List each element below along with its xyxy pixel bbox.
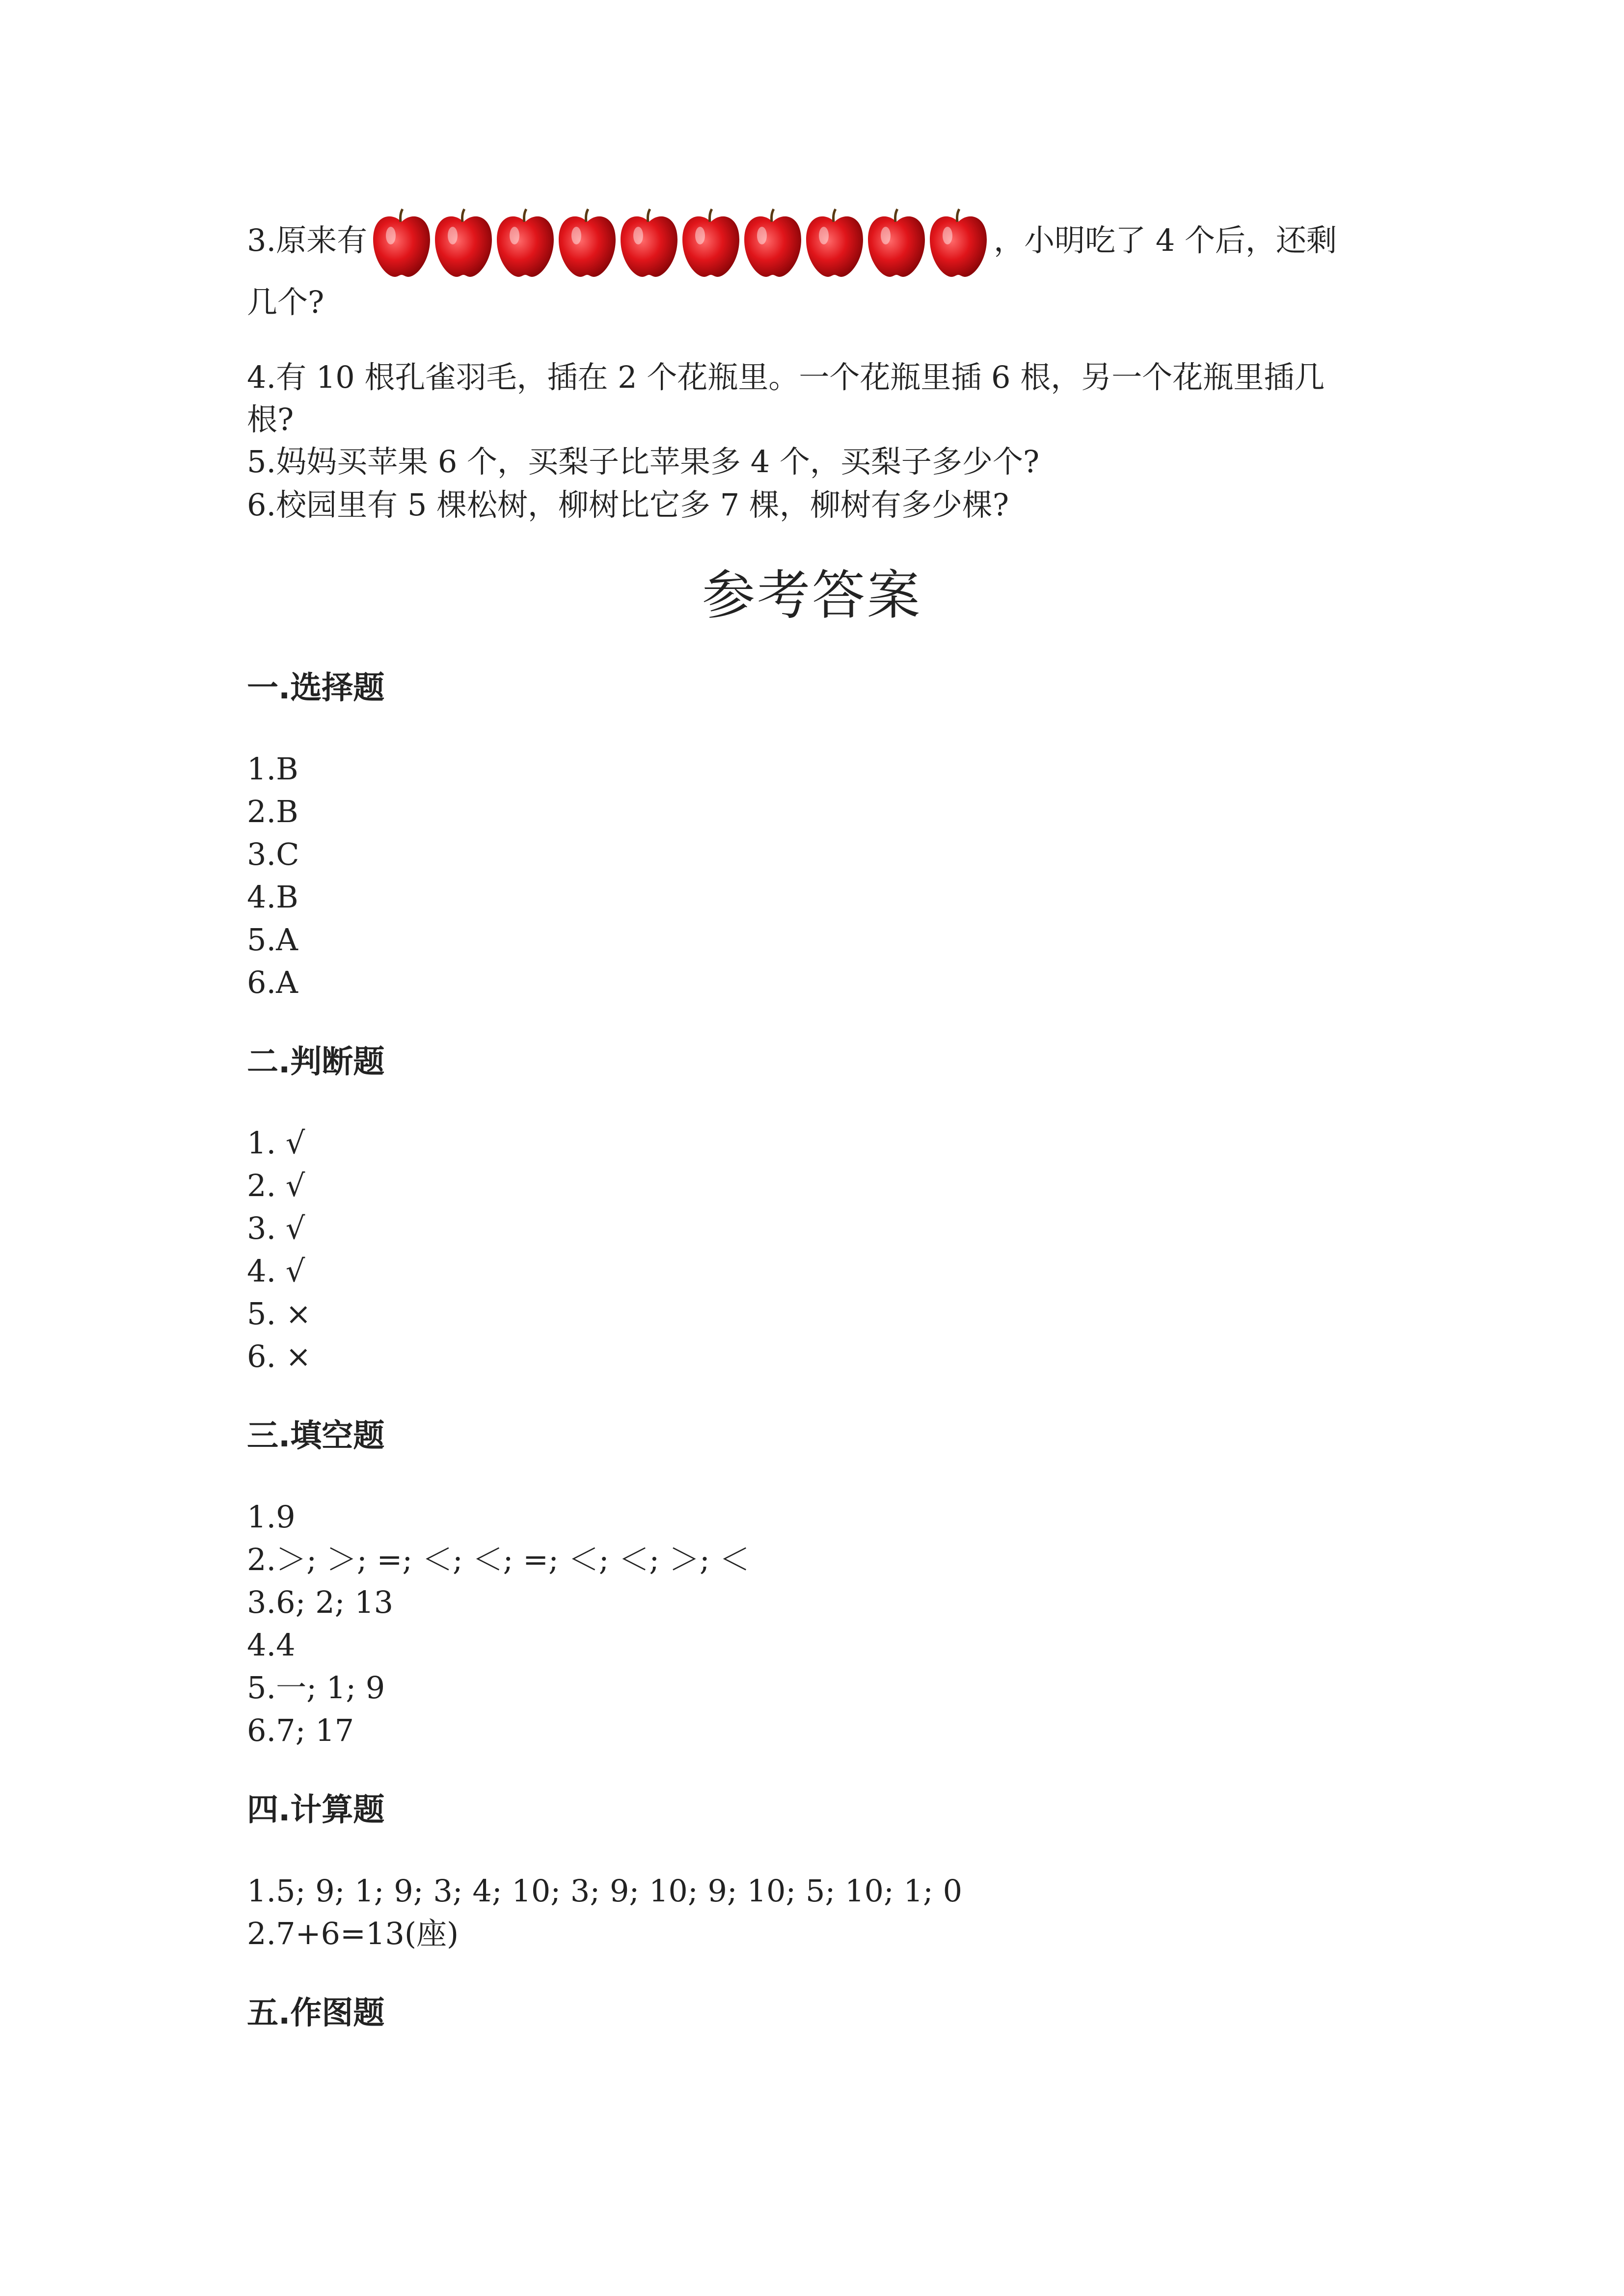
answer-item: 5.一; 1; 9 bbox=[247, 1670, 385, 1706]
section-heading-fill-blank: 三.填空题 bbox=[247, 1418, 385, 1454]
apple-icon bbox=[433, 201, 494, 280]
apple-icon bbox=[866, 201, 927, 280]
answer-item: 1.5; 9; 1; 9; 3; 4; 10; 3; 9; 10; 9; 10; 5; 10; 1; 0 bbox=[247, 1873, 963, 1909]
apple-icon bbox=[495, 201, 556, 280]
answer-item: 2.B bbox=[247, 794, 298, 829]
question-3-suffix: ，小明吃了 4 个后，还剩 bbox=[994, 222, 1337, 258]
section-heading-calculation: 四.计算题 bbox=[247, 1792, 385, 1828]
answer-item: 3.C bbox=[247, 836, 299, 872]
answer-item: 6.A bbox=[247, 964, 298, 1000]
answer-item: 1. √ bbox=[247, 1125, 305, 1161]
apple-row bbox=[371, 201, 990, 280]
apple-icon bbox=[680, 201, 741, 280]
answer-item: 1.9 bbox=[247, 1499, 296, 1535]
question-4-line-2: 根? bbox=[247, 401, 294, 437]
answer-item: 6.7; 17 bbox=[247, 1712, 354, 1748]
question-6: 6.校园里有 5 棵松树，柳树比它多 7 棵，柳树有多少棵? bbox=[247, 487, 1009, 523]
apple-icon bbox=[371, 201, 432, 280]
section-heading-judgement: 二.判断题 bbox=[247, 1044, 385, 1080]
answer-item: 6. × bbox=[247, 1338, 311, 1374]
answer-item: 4.B bbox=[247, 879, 298, 915]
answer-item: 5. × bbox=[247, 1296, 311, 1332]
question-3-line-2: 几个? bbox=[247, 284, 325, 320]
question-4-line-1: 4.有 10 根孔雀羽毛，插在 2 个花瓶里。一个花瓶里插 6 根，另一个花瓶里插几 bbox=[247, 359, 1325, 395]
answer-item: 1.B bbox=[247, 751, 298, 787]
answer-title: 参考答案 bbox=[702, 565, 922, 626]
answer-item: 2.7+6=13(座) bbox=[247, 1916, 459, 1951]
answer-item: 3.6; 2; 13 bbox=[247, 1584, 394, 1620]
apple-icon bbox=[928, 201, 989, 280]
apple-icon bbox=[742, 201, 803, 280]
apple-icon bbox=[557, 201, 618, 280]
answer-item: 4.4 bbox=[247, 1627, 296, 1663]
question-5: 5.妈妈买苹果 6 个，买梨子比苹果多 4 个，买梨子多少个? bbox=[247, 444, 1040, 480]
answer-item: 2. √ bbox=[247, 1168, 305, 1203]
apple-icon bbox=[804, 201, 865, 280]
question-3-prefix: 3.原来有 bbox=[247, 222, 368, 258]
section-heading-choice: 一.选择题 bbox=[247, 670, 385, 706]
answer-item: 3. √ bbox=[247, 1210, 305, 1246]
answer-item: 4. √ bbox=[247, 1253, 305, 1289]
question-3-line-1 bbox=[247, 201, 1337, 280]
section-heading-drawing: 五.作图题 bbox=[247, 1995, 385, 2031]
apple-icon bbox=[619, 201, 679, 280]
answer-item: 2.＞; ＞; =; ＜; ＜; =; ＜; ＜; ＞; ＜ bbox=[247, 1542, 750, 1577]
answer-item: 5.A bbox=[247, 922, 298, 958]
